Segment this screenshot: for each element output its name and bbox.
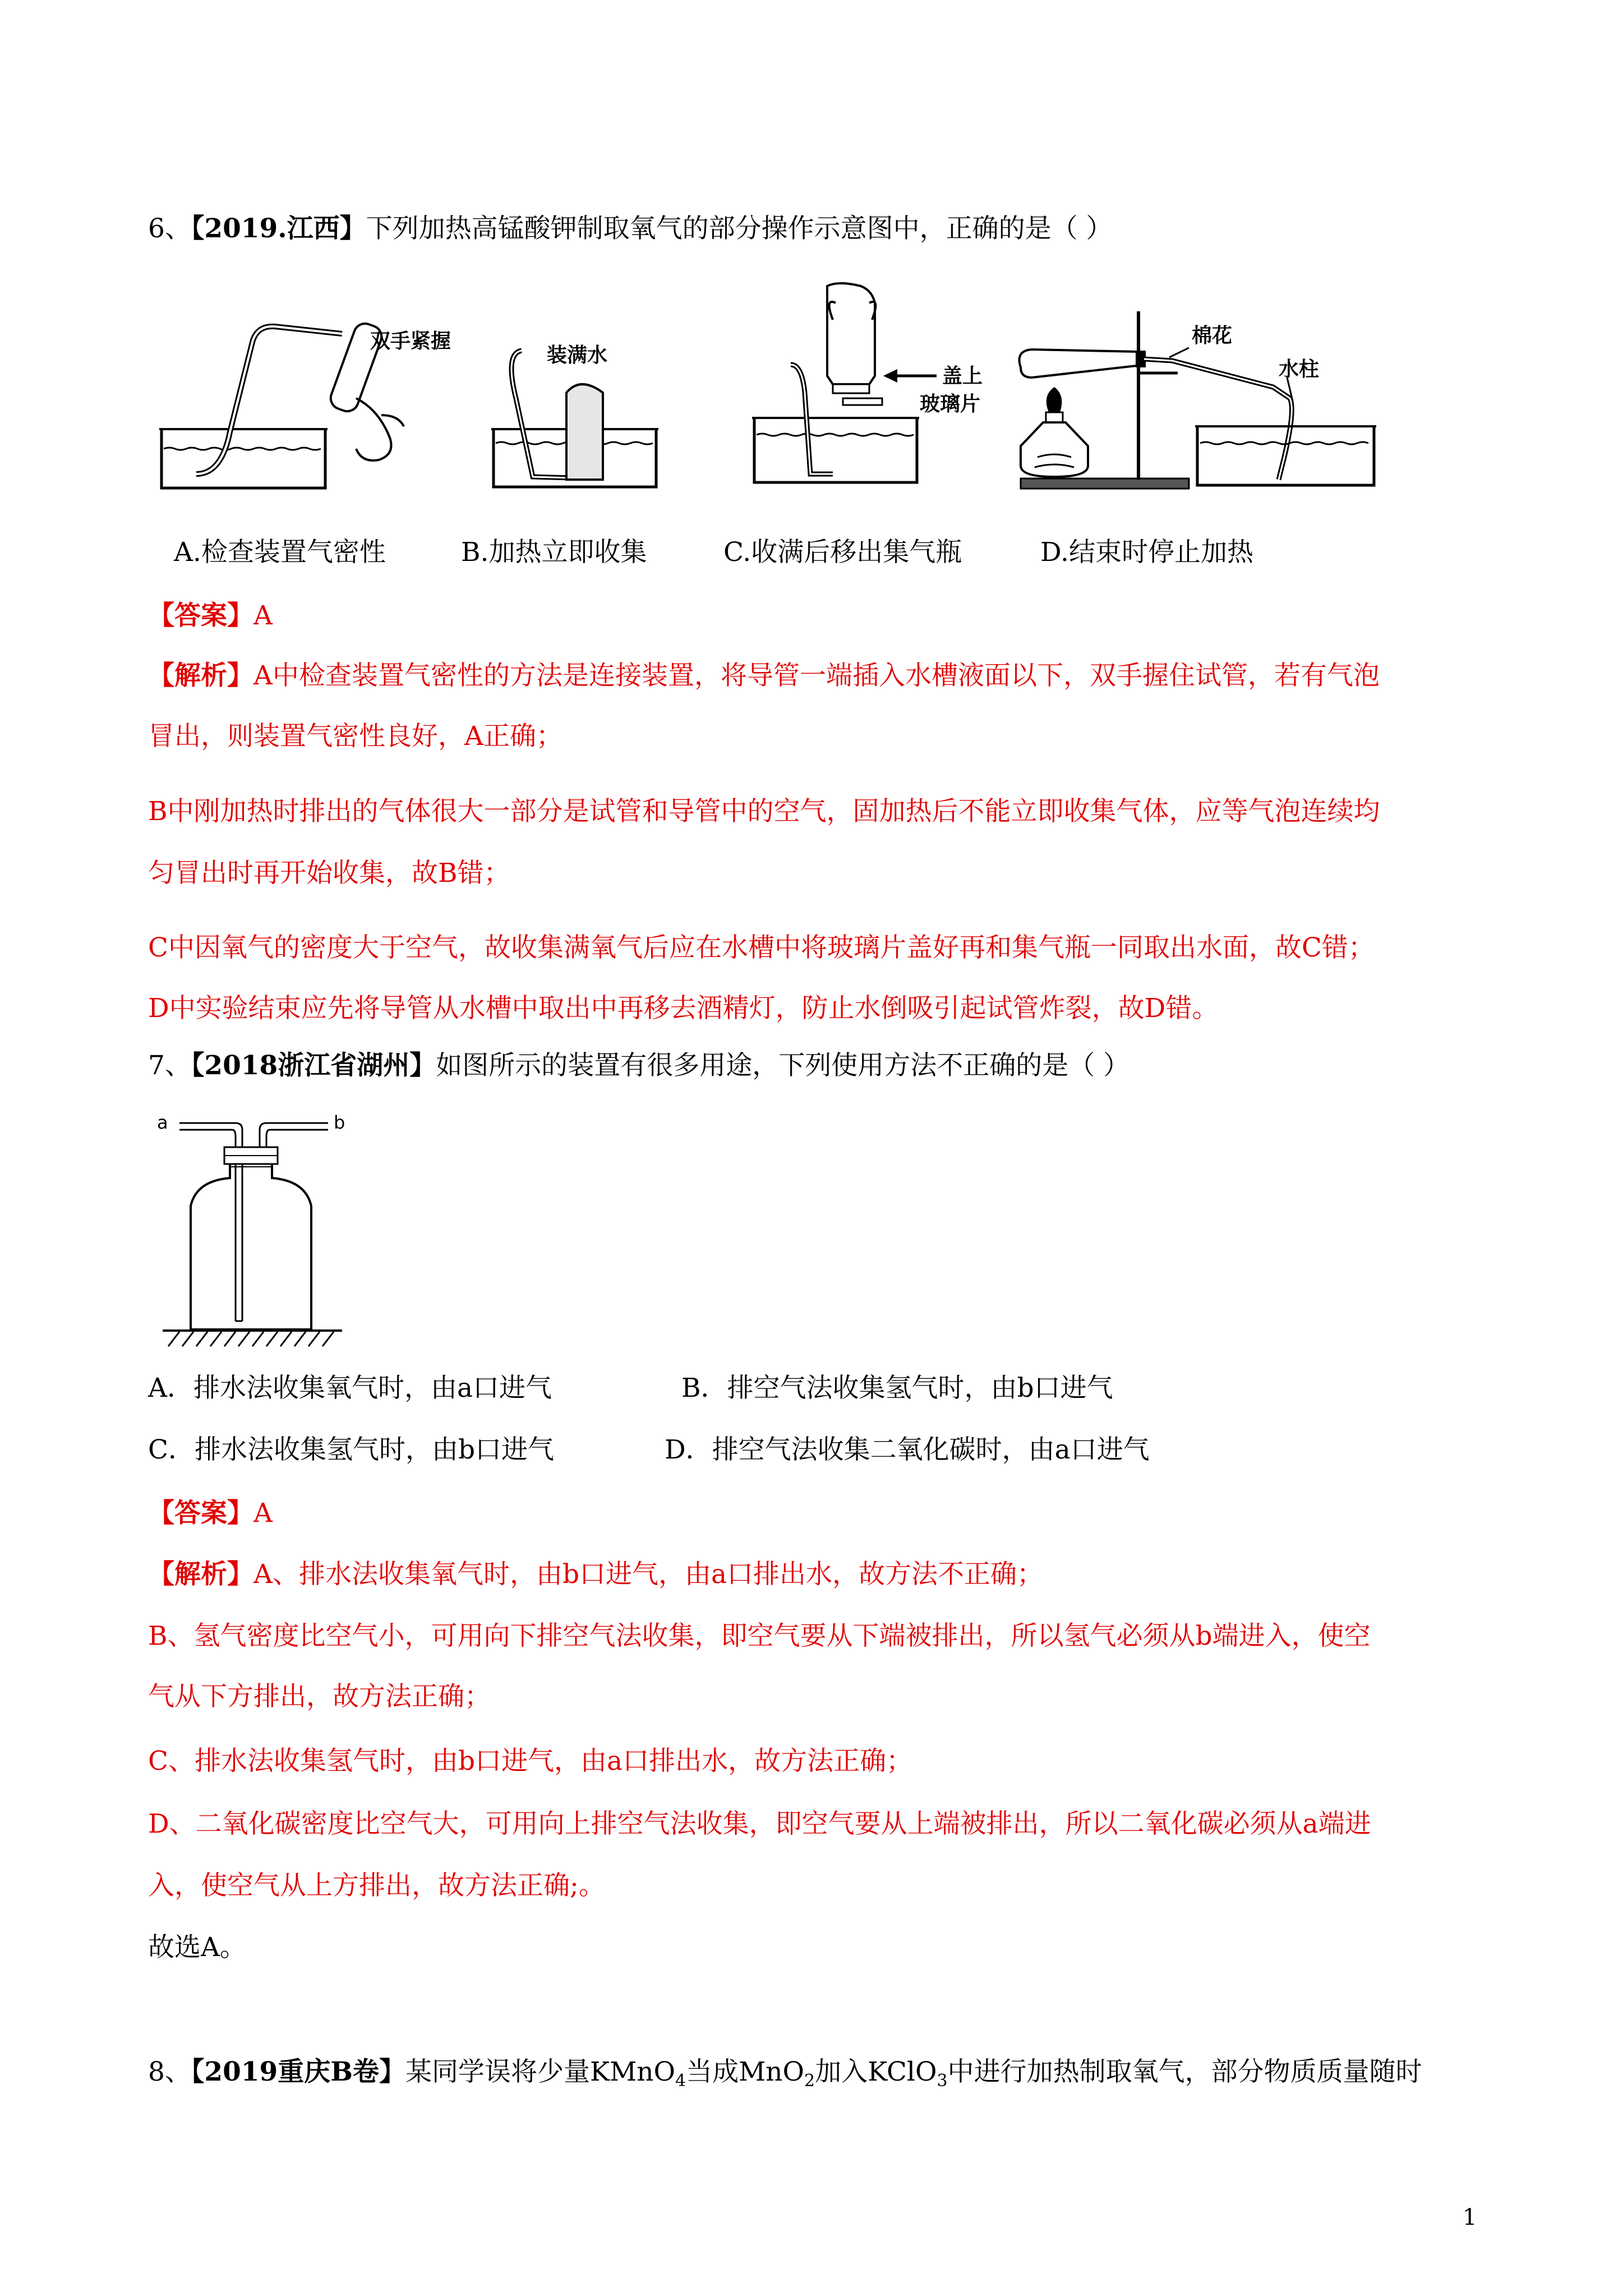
q7-analysis-line-1: 【解析】A、排水法收集氧气时，由b口进气，由a口排出水，故方法不正确； — [148, 1559, 1044, 1590]
q6-analysis-line-2: 冒出，则装置气密性良好，A正确； — [148, 721, 562, 752]
q7-analysis-line-5: D、二氧化碳密度比空气大，可用向上排空气法收集，即空气要从上端被排出，所以二氧化碳必须从a端进 — [148, 1809, 1371, 1839]
q6-fig-a-label: 双手紧握 — [370, 330, 451, 353]
q6-analysis-line-1: 【解析】A中检查装置气密性的方法是连接装置，将导管一端插入水槽液面以下，双手握住试管，若有气泡 — [148, 660, 1380, 691]
q6-source: 【2019.江西】 — [191, 213, 366, 244]
q7-option-d: D．排空气法收集二氧化碳时，由a口进气 — [665, 1434, 1150, 1465]
q6-figure-d — [1009, 311, 1402, 496]
q6-analysis-line-6: D中实验结束应先将导管从水槽中取出中再移去酒精灯，防止水倒吸引起试管炸裂，故D错。 — [148, 993, 1219, 1024]
q7-stem: 7、【2018浙江省湖州】如图所示的装置有很多用途，下列使用方法不正确的是（ ） — [148, 1050, 1130, 1081]
q7-option-b: B．排空气法收集氢气时，由b口进气 — [681, 1373, 1113, 1404]
q6-option-a: A.检查装置气密性 — [174, 537, 386, 568]
q7-port-b-label: b — [334, 1112, 345, 1133]
q6-fig-b-label: 装满水 — [547, 344, 608, 367]
q7-source: 【2018浙江省湖州】 — [191, 1050, 436, 1081]
q6-figure-c — [749, 280, 1007, 494]
q6-analysis-line-3: B中刚加热时排出的气体很大一部分是试管和导管中的空气，固加热后不能立即收集气体，应等气泡连续均 — [148, 796, 1380, 827]
q6-fig-d-label-1: 棉花 — [1192, 324, 1233, 347]
q7-option-a: A．排水法收集氧气时，由a口进气 — [148, 1373, 552, 1404]
q7-analysis-line-4: C、排水法收集氢气时，由b口进气，由a口排出水，故方法正确； — [148, 1746, 913, 1777]
q7-gas-bottle-figure — [157, 1111, 365, 1352]
q7-conclusion: 故选A。 — [148, 1932, 246, 1963]
q6-analysis-line-5: C中因氧气的密度大于空气，故收集满氧气后应在水槽中将玻璃片盖好再和集气瓶一同取出水面，故C错； — [148, 932, 1375, 963]
q8-stem: 8、【2019重庆B卷】某同学误将少量KMnO$_4$当成MnO$_2$加入KClO$_3$中进行加热制取氧气，部分物质质量随时 — [148, 2056, 1422, 2091]
q6-fig-d-label-2: 水柱 — [1279, 358, 1320, 381]
q6-option-b: B.加热立即收集 — [461, 537, 647, 568]
q7-answer: 【答案】A — [148, 1498, 273, 1529]
q6-figure-b — [488, 331, 673, 494]
q7-analysis-line-6: 入，使空气从上方排出，故方法正确;。 — [148, 1870, 605, 1901]
q6-figure-a — [157, 314, 449, 494]
q6-analysis-line-4: 匀冒出时再开始收集，故B错； — [148, 858, 510, 889]
q8-source: 【2019重庆B卷】 — [191, 2056, 405, 2087]
q6-stem: 6、【2019.江西】下列加热高锰酸钾制取氧气的部分操作示意图中，正确的是（ ） — [148, 213, 1113, 244]
q6-option-c: C.收满后移出集气瓶 — [723, 537, 962, 568]
q7-analysis-line-2: B、氢气密度比空气小，可用向下排空气法收集，即空气要从下端被排出，所以氢气必须从b端进入，使空 — [148, 1621, 1371, 1651]
q7-option-c: C．排水法收集氢气时，由b口进气 — [148, 1434, 555, 1465]
q6-option-d: D.结束时停止加热 — [1040, 537, 1253, 568]
page-number: 1 — [1463, 2205, 1477, 2230]
q7-analysis-line-3: 气从下方排出，故方法正确； — [148, 1681, 491, 1712]
q7-port-a-label: a — [157, 1112, 168, 1133]
q6-fig-c-label-1: 盖上 — [942, 365, 983, 388]
q6-answer: 【答案】A — [148, 600, 273, 631]
q6-fig-c-label-2: 玻璃片 — [920, 393, 981, 416]
